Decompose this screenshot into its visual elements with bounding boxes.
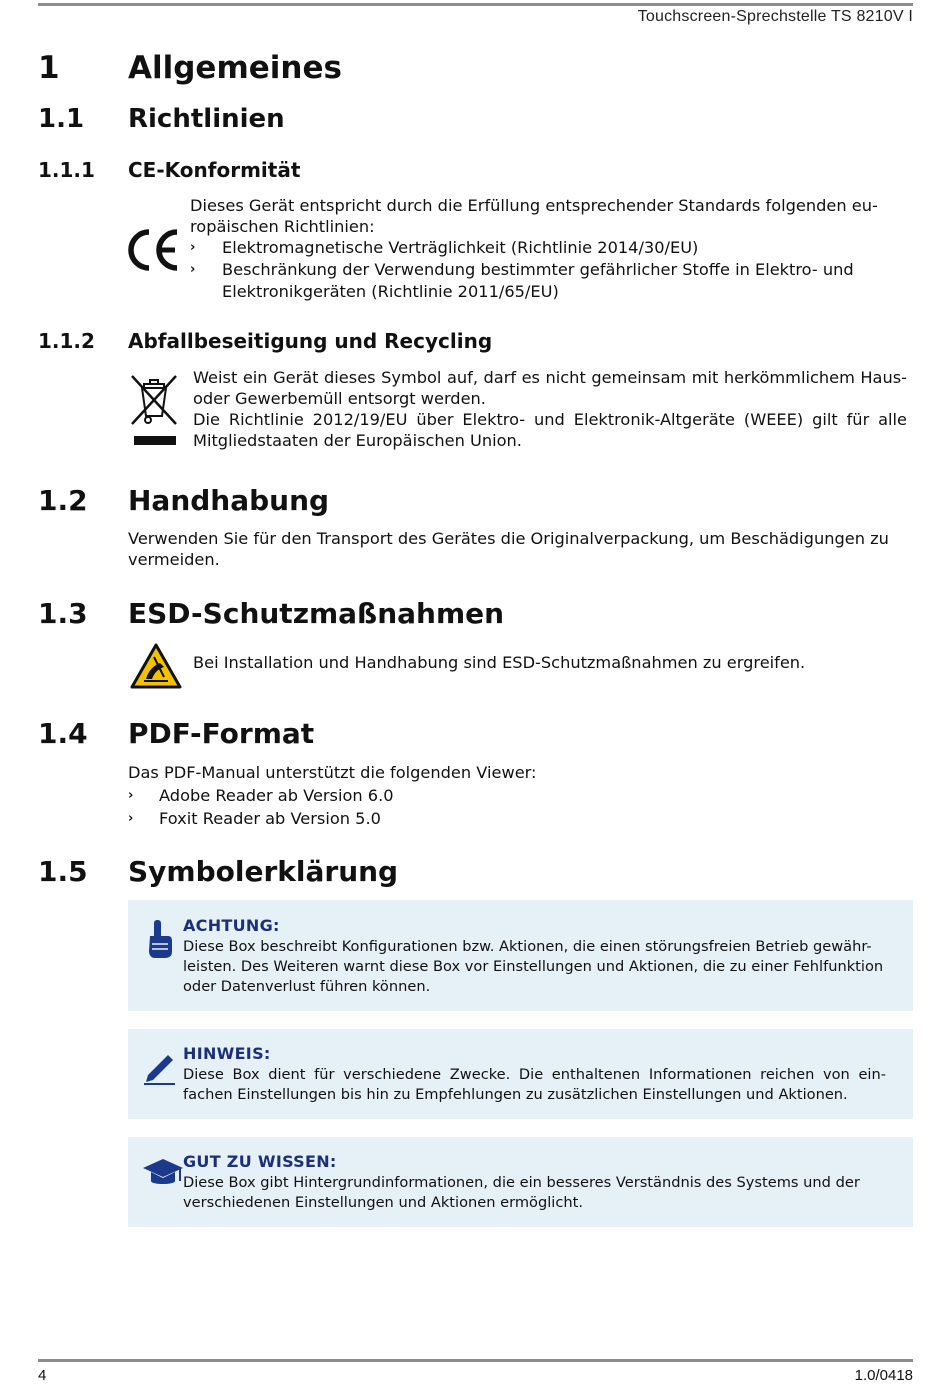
section-number: 1.3 [38,597,88,630]
ce-text-line-1: Dieses Gerät entspricht durch die Erfüllung entsprechender Standards folgenden eu- [190,196,878,215]
bullet-text: Beschränkung der Verwendung bestimmter gefährlicher Stoffe in Elektro- und [222,260,854,279]
section-title: Richtlinien [128,104,285,134]
chapter-number: 1 [38,50,60,86]
footer-rule [38,1359,913,1362]
bullet-chevron-icon: › [128,788,134,803]
document-version: 1.0/0418 [854,1367,913,1384]
attention-box [128,900,913,1011]
section-number: 1.1.1 [38,158,95,182]
section-title: ESD-Schutzmaßnahmen [128,597,505,630]
section-title: CE-Konformität [128,158,301,182]
graduation-cap-icon [142,1157,184,1193]
bullet-text: Adobe Reader ab Version 6.0 [159,786,394,805]
good-to-know-title: GUT ZU WISSEN: [183,1152,337,1171]
bullet-text: Foxit Reader ab Version 5.0 [159,809,381,828]
note-box [128,1029,913,1119]
weee-text-2: Die Richtlinie 2012/19/EU über Elektro- und Elektronik-Altgeräte (WEEE) gilt für alle Mitgliedstaaten der Europäischen Union. [193,410,907,450]
ce-mark-icon [127,228,181,272]
header-rule [38,3,913,6]
bullet-chevron-icon: › [128,811,134,826]
good-to-know-text: Diese Box gibt Hintergrundinformationen, die ein besseres Verständnis des Systems und der verschiedenen Einstellungen und Aktionen ermöglicht. [183,1174,860,1211]
section-number: 1.4 [38,717,88,750]
section-title: Handhabung [128,484,330,517]
attention-text: Diese Box beschreibt Konfigurationen bzw. Aktionen, die einen störungsfreien Betrieb gewähr-leisten. Des Weiteren warnt diese Box vor Einstellungen und Aktionen, die zu einer Fehlfunktion oder Datenverlust führen können. [183,938,884,995]
esd-warning-icon [130,643,182,689]
weee-crossed-bin-icon [128,372,180,448]
page-number: 4 [38,1367,47,1384]
chapter-title: Allgemeines [128,50,342,86]
bullet-chevron-icon: › [190,240,196,255]
section-number: 1.1.2 [38,329,95,353]
attention-title: ACHTUNG: [183,916,280,935]
note-title: HINWEIS: [183,1044,271,1063]
section-number: 1.2 [38,484,88,517]
document-title: Touchscreen-Sprechstelle TS 8210V I [637,8,913,25]
good-to-know-box [128,1137,913,1227]
section-number: 1.5 [38,855,88,888]
section-title: PDF-Format [128,717,315,750]
bullet-chevron-icon: › [190,262,196,277]
ce-text-line-2: ropäischen Richtlinien: [190,217,375,236]
section-number: 1.1 [38,104,85,134]
section-title: Abfallbeseitigung und Recycling [128,329,493,353]
bullet-text: Elektromagnetische Verträglichkeit (Richtlinie 2014/30/EU) [222,238,699,257]
pointing-hand-icon [142,918,176,964]
esd-text: Bei Installation und Handhabung sind ESD-Schutzmaßnahmen zu ergreifen. [193,653,806,672]
note-text: Diese Box dient für verschiedene Zwecke. Die enthaltenen Informationen reichen von ein-fachen Einstellungen bis hin zu Empfehlungen zu zusätzlichen Einstellungen und Aktionen. [183,1066,886,1103]
handling-text: Verwenden Sie für den Transport des Gerätes die Originalverpackung, um Beschädigungen zu vermeiden. [128,529,889,569]
pdf-intro: Das PDF-Manual unterstützt die folgenden Viewer: [128,763,537,782]
pencil-icon [142,1049,176,1089]
bullet-text: Elektronikgeräten (Richtlinie 2011/65/EU) [222,282,559,301]
section-title: Symbolerklärung [128,855,399,888]
weee-text-1: Weist ein Gerät dieses Symbol auf, darf es nicht gemeinsam mit herkömmlichem Haus- oder Gewerbemüll entsorgt werden. [193,368,907,408]
